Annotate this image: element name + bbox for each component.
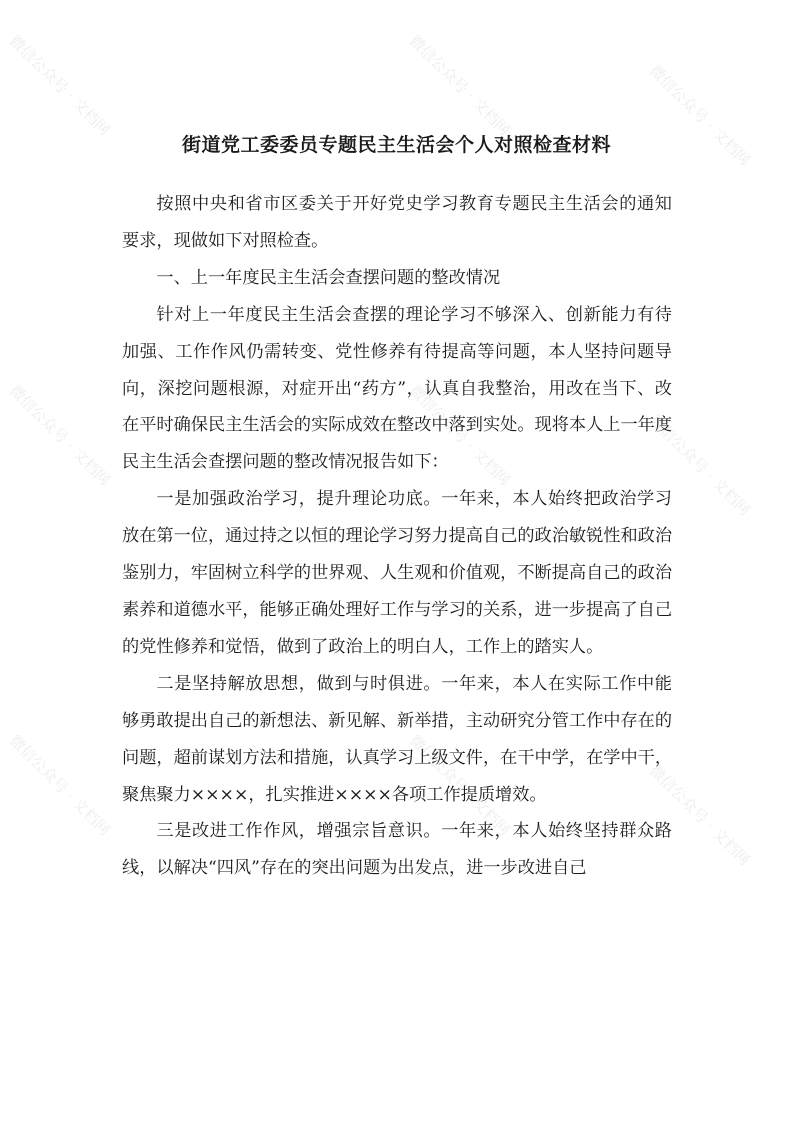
paragraph-intro: 按照中央和省市区委关于开好党史学习教育专题民主生活会的通知要求，现做如下对照检查。 [122,194,672,251]
document-body [122,186,672,887]
paragraph-point-1: 一是加强政治学习，提升理论功底。一年来，本人始终把政治学习放在第一位，通过持之以恒的理论学习努力提高自己的政治敏锐性和政治鉴别力，牢固树立科学的世界观、人生观和价值观，不断提高自己的政治素养和道德水平，能够正确处理好工作与学习的关系，进一步提高了自己的党性修养和觉悟，做到了政治上的明白人，工作上的踏实人。 [122,489,673,657]
watermark: 微信公众号 · 文档网 [405,731,514,840]
watermark: 微信公众号 · 文档网 [645,61,754,170]
paragraph-point-3: 三是改进工作作风，增强宗旨意识。一年来，本人始终坚持群众路线，以解决“四风”存在的突出问题为出发点，进一步改进自己 [122,821,672,879]
paragraph-overview: 针对上一年度民主生活会查摆的理论学习不够深入、创新能力有待加强、工作作风仍需转变、党性修养有待提高等问题，本人坚持问题导向，深挖问题根源，对症开出“药方”，认真自我整治，用改在当下、改在平时确保民主生活会的实际成效在整改中落到实处。现将本人上一年度民主生活会查摆问题的整改情况报告如下： [122,304,673,473]
watermark: 微信公众号 · 文档网 [405,31,514,140]
watermark: 微信公众号 · 文档网 [5,31,114,140]
watermark: 微信公众号 · 文档网 [5,381,114,490]
section-heading: 一、上一年度民主生活会查摆问题的整改情况 [156,267,501,288]
watermark: 微信公众号 · 文档网 [5,731,114,840]
paragraph-point-2: 二是坚持解放思想，做到与时俱进。一年来，本人在实际工作中能够勇敢提出自己的新想法、新见解、新举措，主动研究分管工作中存在的问题，超前谋划方法和措施，认真学习上级文件，在干中学，在学中干，聚焦聚力××××，扎实推进××××各项工作提质增效。 [122,673,673,805]
watermark: 微信公众号 · 文档网 [405,381,514,490]
watermark: 微信公众号 · 文档网 [645,411,754,520]
watermark: 微信公众号 · 文档网 [645,761,754,870]
page-title: 街道党工委委员专题民主生活会个人对照检查材料 [181,134,611,156]
